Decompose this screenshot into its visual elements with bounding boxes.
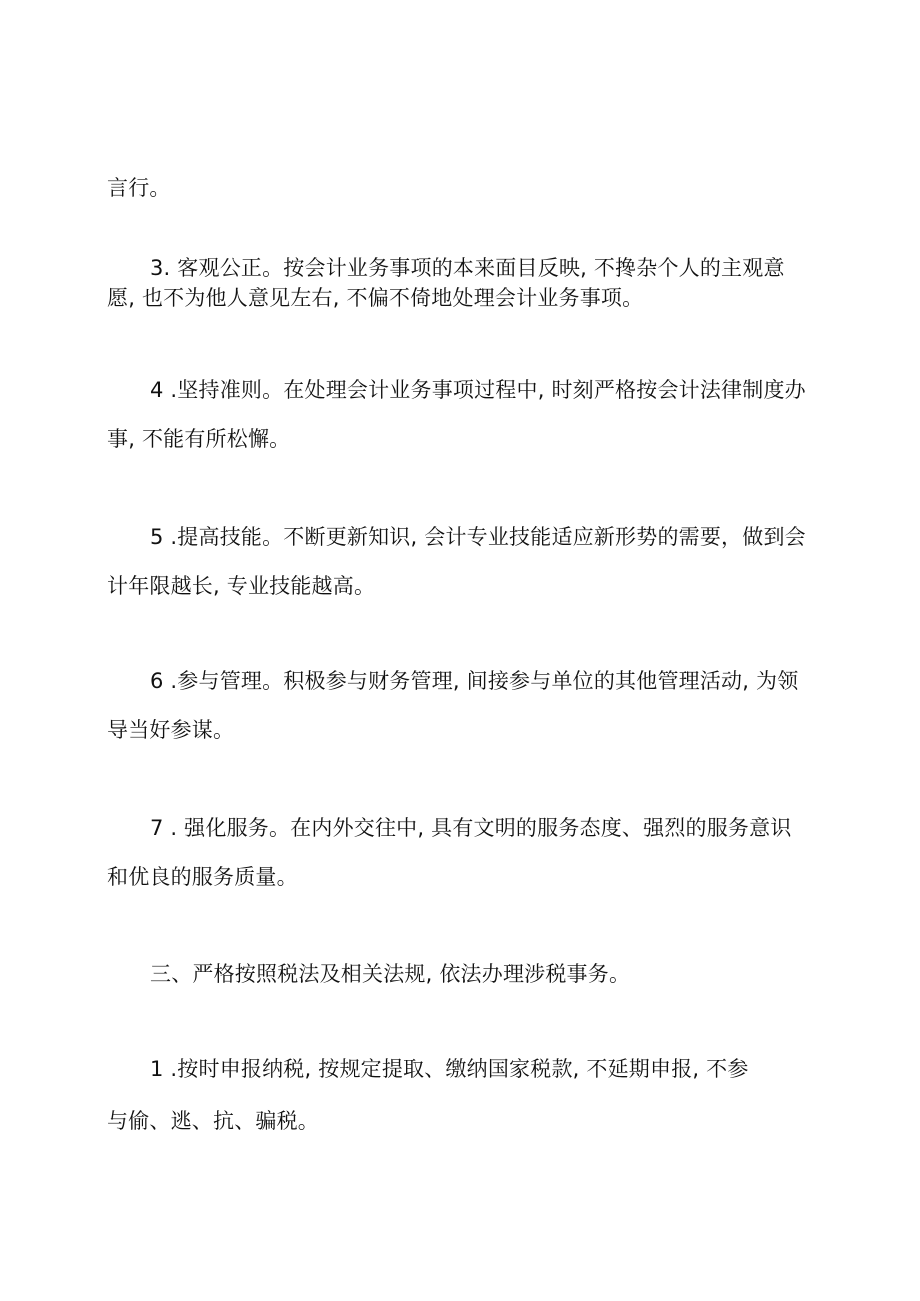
text-line-continuation: 言行。 <box>107 176 171 200</box>
item-4-line-1: 4 .坚持准则。在处理会计业务事项过程中, 时刻严格按会计法律制度办 <box>150 378 806 402</box>
tax-item-1-line-1: 1 .按时申报纳税, 按规定提取、缴纳国家税款, 不延期申报, 不参 <box>150 1057 749 1081</box>
item-5-line-1: 5 .提高技能。不断更新知识, 会计专业技能适应新形势的需要，做到会 <box>150 525 806 549</box>
item-7-line-2: 和优良的服务质量。 <box>107 865 298 889</box>
item-6-line-1: 6 .参与管理。积极参与财务管理, 间接参与单位的其他管理活动, 为领 <box>150 669 799 693</box>
item-6-line-2: 导当好参谋。 <box>107 718 235 742</box>
tax-item-1-line-2: 与偷、逃、抗、骗税。 <box>107 1109 319 1133</box>
section-three-heading: 三、严格按照税法及相关法规, 依法办理涉税事务。 <box>150 962 631 986</box>
item-4-line-2: 事, 不能有所松懈。 <box>107 427 291 451</box>
item-5-line-2: 计年限越长, 专业技能越高。 <box>107 574 376 598</box>
item-3-line-2: 愿, 也不为他人意见左右, 不偏不倚地处理会计业务事项。 <box>107 286 644 310</box>
item-7-line-1: 7 . 强化服务。在内外交往中, 具有文明的服务态度、强烈的服务意识 <box>150 816 792 840</box>
item-3-line-1: 3. 客观公正。按会计业务事项的本来面目反映, 不搀杂个人的主观意 <box>150 256 785 280</box>
